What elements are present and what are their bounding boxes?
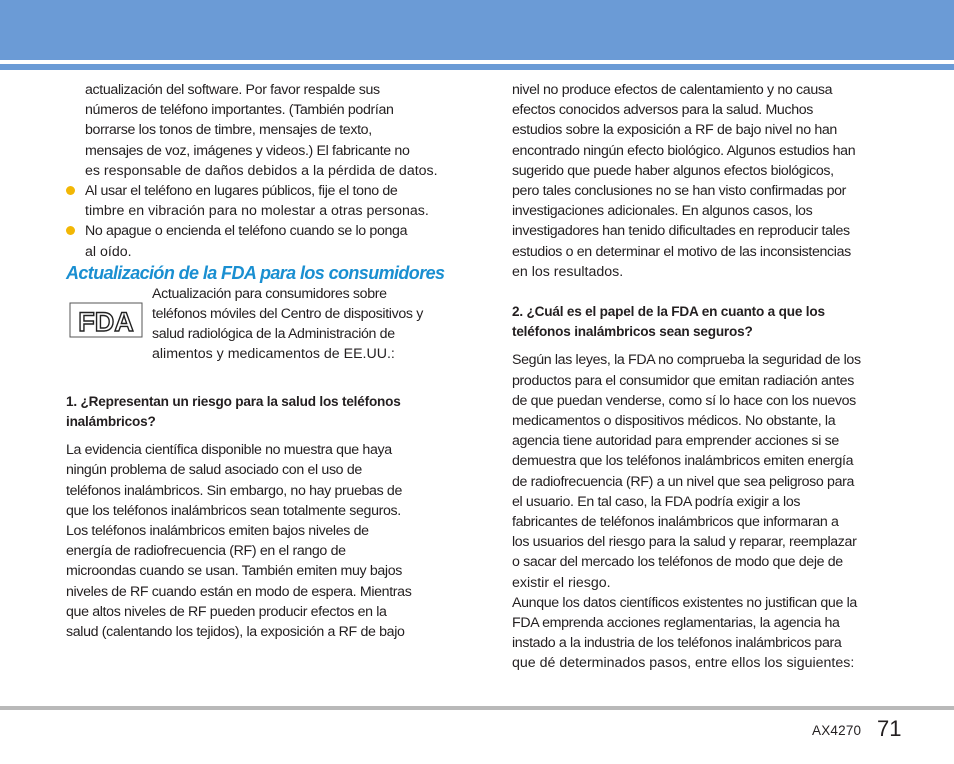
text-line: Según las leyes, la FDA no comprueba la seguridad de los xyxy=(512,352,861,369)
question-heading: teléfonos inalámbricos sean seguros? xyxy=(512,324,753,340)
header-band xyxy=(0,0,954,60)
text-line: de que puedan venderse, como sí lo hace con los nuevos xyxy=(512,392,856,409)
text-line: teléfonos móviles del Centro de dispositivos y xyxy=(152,306,423,323)
text-line: alimentos y medicamentos de EE.UU.: xyxy=(152,346,395,363)
right-column xyxy=(512,80,908,674)
text-line: investigaciones adicionales. En algunos casos, los xyxy=(512,203,813,220)
text-line: en los resultados. xyxy=(512,263,624,280)
text-line: La evidencia científica disponible no muestra que haya xyxy=(66,442,392,459)
section-title: Actualización de la FDA para los consumidores xyxy=(66,262,445,283)
text-line: salud (calentando los tejidos), la exposición a RF de bajo xyxy=(66,624,405,641)
text-line: estudios sobre la exposición a RF de bajo nivel no han xyxy=(512,122,837,139)
text-line: investigadores han tenido dificultades en reproducir tales xyxy=(512,223,850,240)
text-line: borrarse los tonos de timbre, mensajes de texto, xyxy=(85,122,372,139)
page-number: 71 xyxy=(877,716,902,741)
text-line: timbre en vibración para no molestar a otras personas. xyxy=(85,203,429,220)
text-line: No apague o encienda el teléfono cuando se lo ponga xyxy=(85,223,408,240)
text-line: los usuarios del riesgo para la salud y reparar, reemplazar xyxy=(512,534,857,551)
text-line: ningún problema de salud asociado con el uso de xyxy=(66,462,362,479)
text-line: que altos niveles de RF pueden producir efectos en la xyxy=(66,603,387,620)
text-line: fabricantes de teléfonos inalámbricos que informaran a xyxy=(512,514,839,531)
fda-intro-block xyxy=(66,284,462,364)
text-line: pero tales conclusiones no se han visto confirmadas por xyxy=(512,183,847,200)
text-line: que dé determinados pasos, entre ellos los siguientes: xyxy=(512,655,855,672)
text-line: de radiofrecuencia (RF) a un nivel que sea peligroso para xyxy=(512,473,855,490)
text-line: estudios o en determinar el motivo de las inconsistencias xyxy=(512,243,851,260)
text-line: agencia tiene autoridad para emprender acciones si se xyxy=(512,433,839,450)
text-line: mensajes de voz, imágenes y videos.) El fabricante no xyxy=(85,142,410,159)
left-column xyxy=(66,80,462,642)
text-line: o sacar del mercado los teléfonos de modo que deje de xyxy=(512,554,843,571)
bullet-dot-icon xyxy=(66,186,75,195)
intro-paragraph xyxy=(66,80,462,181)
text-line: demuestra que los teléfonos inalámbricos emiten energía xyxy=(512,453,854,470)
bullet-item xyxy=(66,221,462,261)
text-line: existir el riesgo. xyxy=(512,574,611,591)
text-line: Actualización para consumidores sobre xyxy=(152,285,387,302)
text-line: Los teléfonos inalámbricos emiten bajos niveles de xyxy=(66,523,369,540)
text-line: que los teléfonos inalámbricos sean totalmente seguros. xyxy=(66,502,401,519)
text-line: el usuario. En tal caso, la FDA podría exigir a los xyxy=(512,493,801,510)
fda-logo xyxy=(69,300,143,340)
text-line: salud radiológica de la Administración de xyxy=(152,326,395,343)
bullet-item xyxy=(66,181,462,221)
question-heading: 2. ¿Cuál es el papel de la FDA en cuanto a que los xyxy=(512,304,825,320)
model-label: AX4270 xyxy=(812,723,862,738)
text-line: actualización del software. Por favor respalde sus xyxy=(85,82,380,98)
text-line: FDA emprenda acciones reglamentarias, la agencia ha xyxy=(512,615,840,632)
text-line: es responsable de daños debidos a la pérdida de datos. xyxy=(85,162,438,179)
text-line: teléfonos inalámbricos. Sin embargo, no hay pruebas de xyxy=(66,482,403,499)
text-line: encontrado ningún efecto biológico. Algunos estudios han xyxy=(512,142,856,159)
text-line: Al usar el teléfono en lugares públicos, fije el tono de xyxy=(85,183,398,200)
text-line: nivel no produce efectos de calentamiento y no causa xyxy=(512,82,833,98)
text-line: sugerido que puede haber algunos efectos biológicos, xyxy=(512,162,834,179)
text-line: medicamentos o dispositivos médicos. No obstante, la xyxy=(512,413,836,430)
footer-rule xyxy=(0,706,954,710)
text-line: energía de radiofrecuencia (RF) en el rango de xyxy=(66,543,346,560)
question-heading: 1. ¿Representan un riesgo para la salud los teléfonos xyxy=(66,393,401,409)
fda-logo-text: FDA xyxy=(78,306,134,337)
text-line: niveles de RF cuando están en modo de espera. Mientras xyxy=(66,583,412,600)
header-rule xyxy=(0,64,954,70)
text-line: números de teléfono importantes. (También podrían xyxy=(85,102,394,119)
text-line: microondas cuando se usan. También emiten muy bajos xyxy=(66,563,402,580)
text-line: instado a la industria de los teléfonos inalámbricos para xyxy=(512,635,842,652)
text-line: Aunque los datos científicos existentes no justifican que la xyxy=(512,594,857,611)
text-line: al oído. xyxy=(85,243,132,260)
text-line: efectos conocidos adversos para la salud. Muchos xyxy=(512,102,814,119)
bullet-dot-icon xyxy=(66,226,75,235)
text-line: productos para el consumidor que emitan radiación antes xyxy=(512,372,854,389)
question-heading: inalámbricos? xyxy=(66,414,156,430)
